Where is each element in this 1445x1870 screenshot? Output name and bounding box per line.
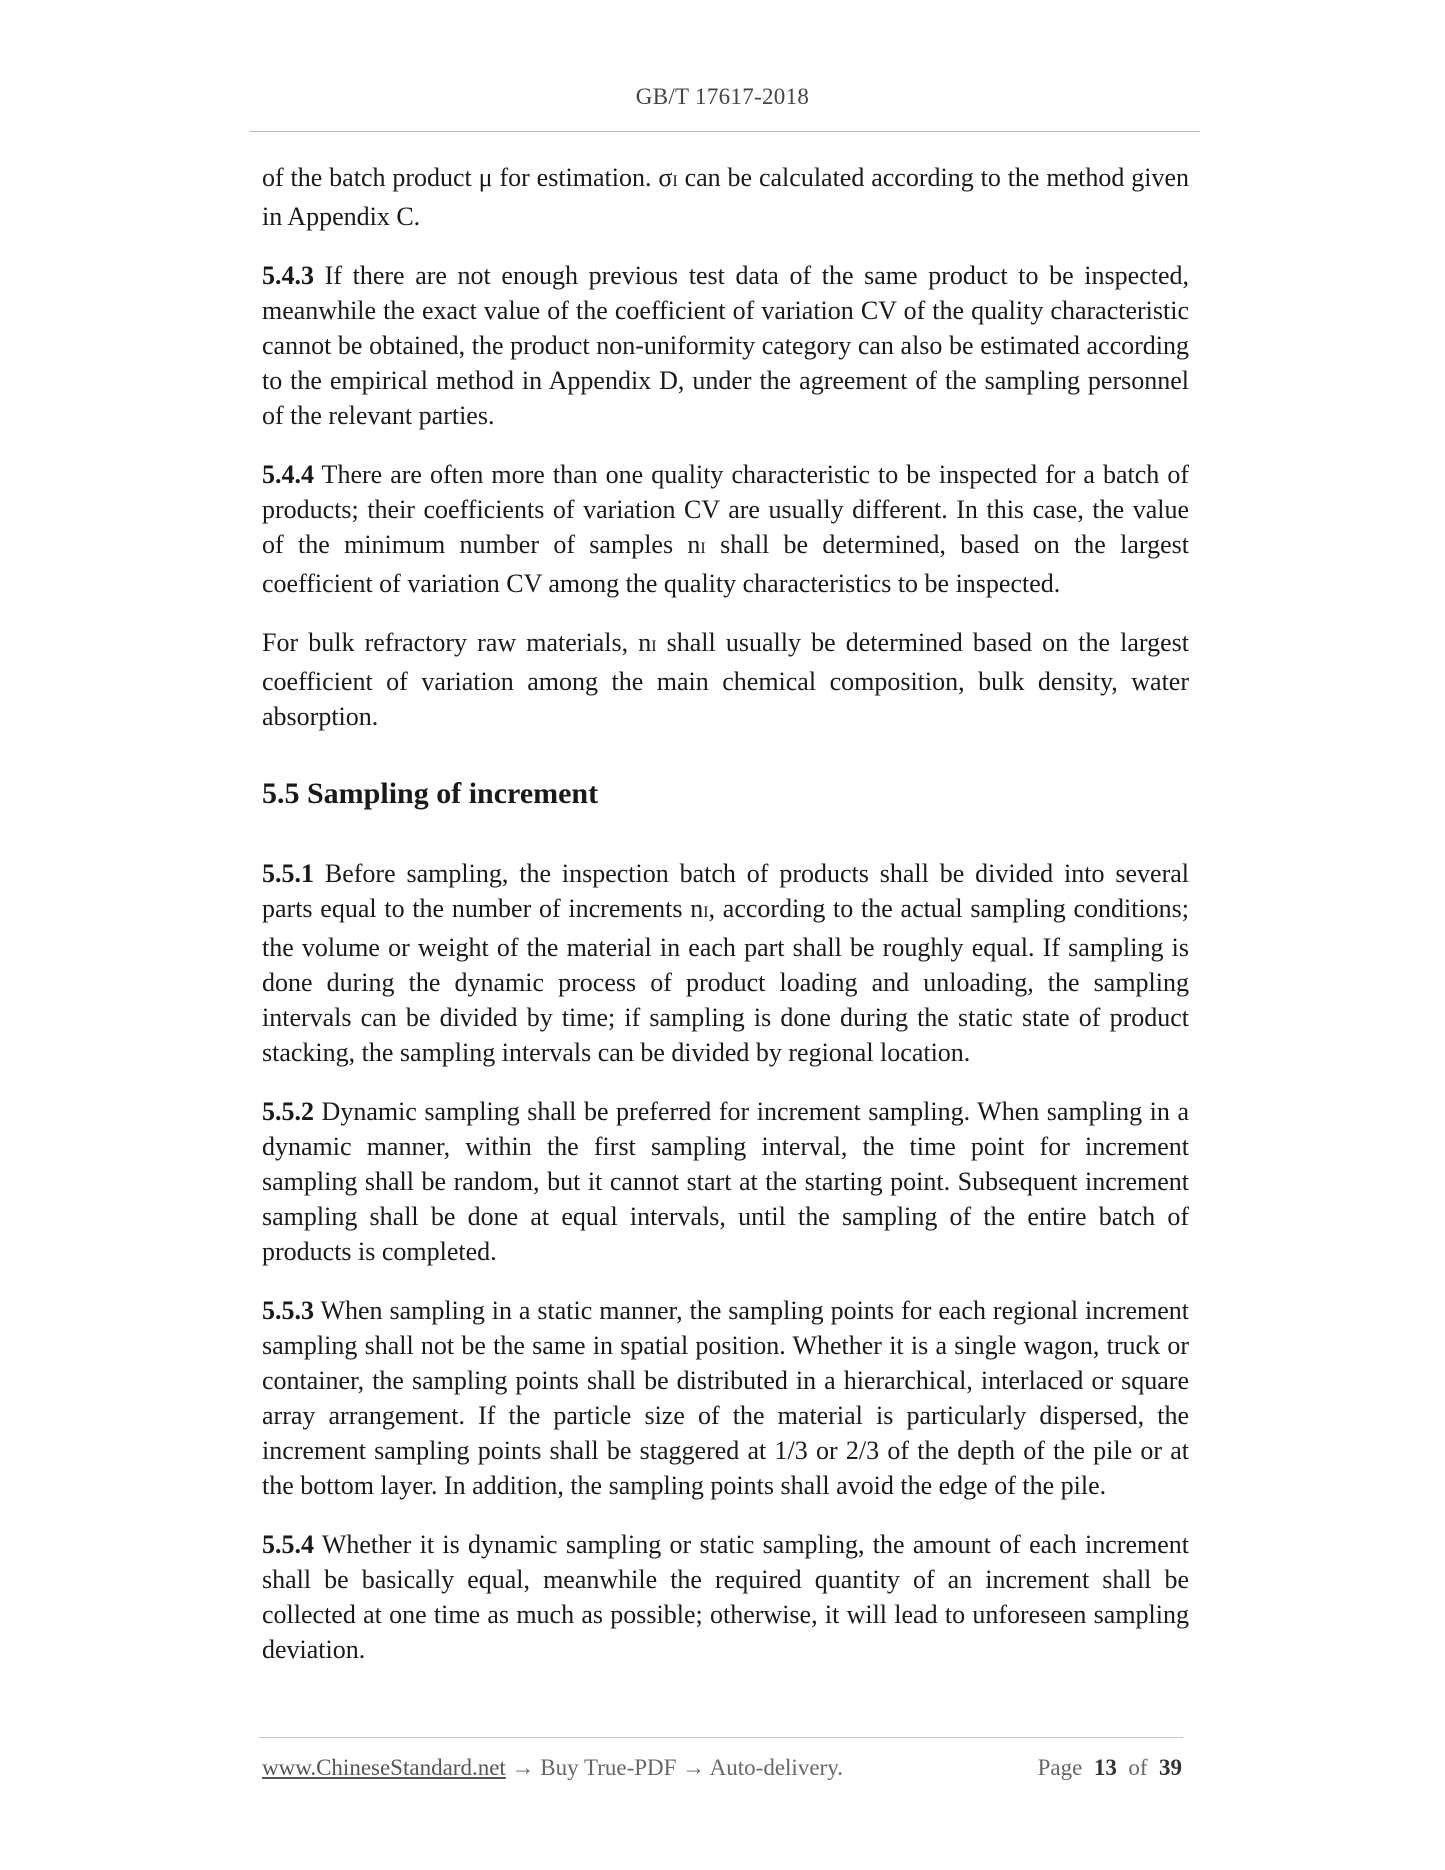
page-content — [262, 160, 1189, 1691]
subscript: I — [651, 638, 657, 655]
clause-number: 5.5.2 — [262, 1097, 314, 1126]
header-divider — [250, 131, 1200, 132]
arrow-icon: → — [505, 1755, 541, 1780]
clause-5-5-2 — [262, 1094, 1189, 1269]
page-number: 13 — [1093, 1755, 1117, 1780]
text-run: There are often more than one quality characteristic to be inspected for a batch of products; their coefficients of variation CV are usually different. In this case, the value of the minimum number of samples n — [262, 460, 1189, 559]
clause-number: 5.4.3 — [262, 261, 314, 290]
clause-text: Whether it is dynamic sampling or static sampling, the amount of each increment shall be basically equal, meanwhile the required quantity of an increment shall be collected at one time as much as possible; otherwise, it will lead to unforeseen sampling deviation. — [262, 1530, 1189, 1664]
clause-text: When sampling in a static manner, the sampling points for each regional increment sampling shall not be the same in spatial position. Whether it is a single wagon, truck or container, the sampling points shall be distributed in a hierarchical, interlaced or square array arrangement. If the particle size of the material is particularly dispersed, the increment sampling points shall be staggered at 1/3 or 2/3 of the depth of the pile or at the bottom layer. In addition, the sampling points shall avoid the edge of the pile. — [262, 1296, 1189, 1500]
text-run: shall be determined, based on the largest coefficient of variation CV among the quality characteristics to be inspected. — [262, 530, 1190, 598]
clause-number: 5.5.3 — [262, 1296, 314, 1325]
clause-5-5-4 — [262, 1527, 1189, 1667]
auto-delivery-text: Auto-delivery. — [709, 1755, 843, 1780]
subscript: I — [703, 904, 709, 921]
page-footer — [262, 1755, 1182, 1781]
subscript: I — [672, 173, 678, 190]
document-id-header: GB/T 17617-2018 — [635, 84, 810, 109]
text-run: , according to the actual sampling conditions; the volume or weight of the material in each part shall be roughly equal. If sampling is done during the dynamic process of product loading and unloading, the sampling intervals can be divided by time; if sampling is done during the static state of product stacking, the sampling intervals can be divided by regional location. — [262, 894, 1189, 1067]
clause-text: If there are not enough previous test data of the same product to be inspected, meanwhile the exact value of the coefficient of variation CV of the quality characteristic cannot be obtained, the product non-uniformity category can also be estimated according to the empirical method in Appendix D, under the agreement of the sampling personnel of the relevant parties. — [262, 261, 1189, 430]
website-link[interactable]: www.ChineseStandard.net — [262, 1755, 506, 1780]
page-label: Page — [1037, 1755, 1083, 1780]
paragraph-bulk-materials — [262, 625, 1189, 734]
clause-number: 5.5.4 — [262, 1530, 314, 1559]
clause-5-4-4 — [262, 457, 1189, 601]
of-label: of — [1128, 1755, 1148, 1780]
section-heading: 5.5 Sampling of increment — [262, 777, 599, 810]
buy-pdf-text: Buy True-PDF — [540, 1755, 677, 1780]
clause-5-5-3 — [262, 1293, 1189, 1503]
text-run: shall usually be determined based on the largest coefficient of variation among the main chemical composition, bulk density, water absorption. — [262, 628, 1189, 731]
clause-text: Dynamic sampling shall be preferred for increment sampling. When sampling in a dynamic manner, within the first sampling interval, the time point for increment sampling shall be random, but it cannot start at the starting point. Subsequent increment sampling shall be done at equal intervals, until the sampling of the entire batch of products is completed. — [262, 1097, 1189, 1266]
clause-5-4-3 — [262, 258, 1189, 433]
paragraph-continuation — [262, 160, 1189, 234]
subscript: I — [700, 540, 706, 557]
text-run: can be calculated according to the method given in Appendix C. — [262, 163, 1189, 231]
clause-5-5-1 — [262, 856, 1189, 1070]
text-run: Before sampling, the inspection batch of products shall be divided into several parts equal to the number of increments n — [262, 859, 1189, 923]
clause-number: 5.5.1 — [262, 859, 314, 888]
clause-number: 5.4.4 — [262, 460, 314, 489]
page-indicator — [1038, 1755, 1182, 1781]
page-total: 39 — [1159, 1755, 1182, 1780]
text-run: of the batch product μ for estimation. σ — [262, 163, 673, 192]
text-run: For bulk refractory raw materials, n — [262, 628, 652, 657]
footer-divider — [258, 1737, 1183, 1738]
arrow-icon: → — [676, 1755, 710, 1780]
